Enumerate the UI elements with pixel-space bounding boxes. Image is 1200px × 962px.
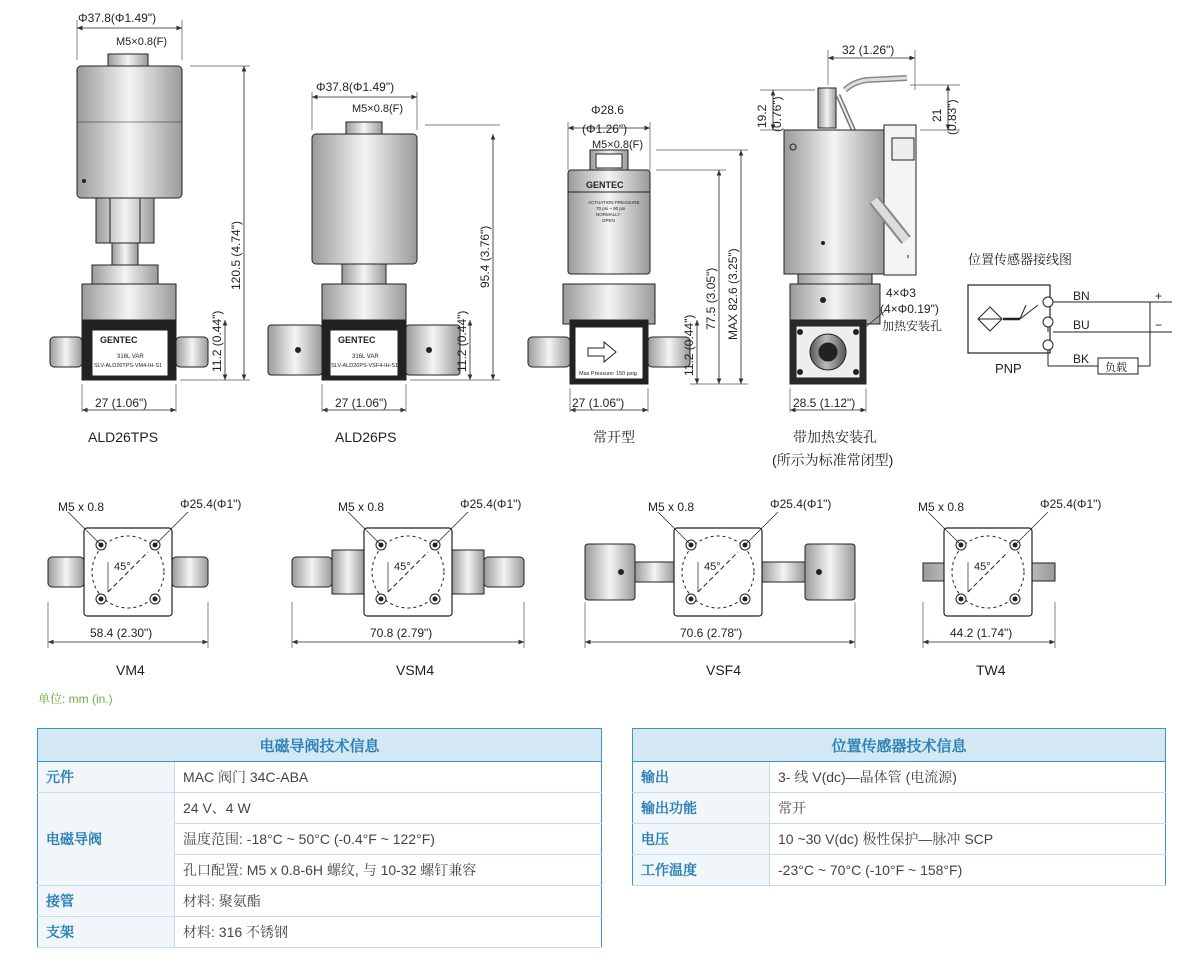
table-row	[38, 917, 602, 948]
no-thread: M5×0.8(F)	[592, 139, 644, 151]
wiring-title: 位置传感器接线图	[968, 252, 1073, 267]
row-value: 10 ~30 V(dc) 极性保护—脉冲 SCP	[770, 824, 1166, 855]
row-value: 材料: 316 不锈钢	[175, 917, 602, 948]
wiring-bk: BK	[1073, 352, 1090, 366]
unit-note: 单位: mm (in.)	[38, 692, 113, 706]
no-act3: NORMALLY	[596, 212, 621, 217]
heat-name2: (所示为标准常闭型)	[772, 452, 894, 468]
no-dia2: (Φ1.26")	[582, 122, 628, 136]
solenoid-spec-table	[37, 728, 602, 948]
no-act4: OPEN	[602, 218, 615, 223]
row-key: 电磁导阀	[38, 793, 175, 886]
diameter-label: Φ25.4(Φ1")	[180, 497, 242, 511]
view-name: VM4	[116, 662, 145, 678]
angle-label: 45°	[974, 561, 991, 573]
heat-right2: (0.83")	[945, 99, 959, 135]
ald26ps-thread: M5×0.8(F)	[352, 103, 404, 115]
angle-label: 45°	[394, 561, 411, 573]
heat-holes2: (4×Φ0.19")	[880, 302, 939, 316]
no-width: 27 (1.06")	[572, 396, 625, 410]
angle-label: 45°	[704, 561, 721, 573]
bottom-view-vsf4	[585, 497, 855, 678]
width-label: 44.2 (1.74")	[950, 626, 1013, 640]
ald26tps-height: 120.5 (4.74")	[229, 221, 243, 290]
table-row	[633, 855, 1166, 886]
heat-left2: (0.76")	[770, 96, 784, 132]
no-brand: GENTEC	[586, 180, 624, 190]
heat-left1: 19.2	[755, 104, 769, 128]
bottom-view-tw4	[918, 497, 1101, 678]
row-value: 温度范围: -18°C ~ 50°C (-0.4°F ~ 122°F)	[175, 824, 602, 855]
view-name: VSM4	[396, 662, 435, 678]
diameter-label: Φ25.4(Φ1")	[770, 497, 832, 511]
row-key: 接管	[38, 886, 175, 917]
thread-label: M5 x 0.8	[338, 500, 385, 514]
ald26tps-name: ALD26TPS	[88, 429, 159, 445]
row-value: -23°C ~ 70°C (-10°F ~ 158°F)	[770, 855, 1166, 886]
wiring-pnp: PNP	[995, 361, 1022, 376]
no-maxp: Max Pressure: 150 psig	[579, 371, 637, 377]
row-key: 工作温度	[633, 855, 770, 886]
bottom-views	[48, 497, 1101, 678]
drawing-heater-mount	[760, 50, 960, 412]
no-name: 常开型	[593, 429, 635, 445]
row-key: 电压	[633, 824, 770, 855]
heat-holes1: 4×Φ3	[886, 286, 916, 300]
wiring-plus: +	[1155, 289, 1163, 303]
table-row	[633, 762, 1166, 793]
ald26tps-body1: 316L VAR	[117, 354, 144, 360]
row-value: 常开	[770, 793, 1166, 824]
no-dia1: Φ28.6	[591, 103, 624, 117]
wiring-minus: −	[1155, 318, 1163, 332]
thread-label: M5 x 0.8	[918, 500, 965, 514]
width-label: 58.4 (2.30")	[90, 626, 153, 640]
wiring-bu: BU	[1073, 318, 1090, 332]
solenoid-table-title: 电磁导阀技术信息	[38, 729, 602, 762]
angle-label: 45°	[114, 561, 131, 573]
ald26ps-width: 27 (1.06")	[335, 396, 388, 410]
view-name: VSF4	[706, 662, 742, 678]
thread-label: M5 x 0.8	[648, 500, 695, 514]
no-port: 11.2 (0.44")	[682, 314, 696, 376]
no-height2: MAX 82.6 (3.25")	[726, 248, 740, 340]
table-row	[38, 762, 602, 793]
heat-right1: 21	[930, 108, 944, 122]
ald26ps-dia: Φ37.8(Φ1.49")	[316, 80, 395, 94]
no-height1: 77.5 (3.05")	[704, 267, 718, 330]
sensor-spec-table	[632, 728, 1166, 886]
ald26tps-brand: GENTEC	[100, 335, 138, 345]
ald26ps-body2: SLV-ALD26PS-VSF4-IH-S1	[331, 363, 399, 369]
no-act1: ACTUATION PRESSURE	[588, 200, 640, 205]
table-row	[38, 793, 602, 824]
row-key: 元件	[38, 762, 175, 793]
row-value: 3- 线 V(dc)—晶体管 (电流源)	[770, 762, 1166, 793]
ald26ps-brand: GENTEC	[338, 335, 376, 345]
no-act2: 70 psi ~ 90 psi	[596, 206, 626, 211]
ald26tps-thread: M5×0.8(F)	[116, 36, 168, 48]
ald26ps-height: 95.4 (3.76")	[478, 225, 492, 288]
wiring-load: 负载	[1105, 362, 1127, 374]
thread-label: M5 x 0.8	[58, 500, 105, 514]
ald26ps-port: 11.2 (0.44")	[455, 310, 469, 372]
table-row	[633, 824, 1166, 855]
row-key: 输出	[633, 762, 770, 793]
heat-name1: 带加热安装孔	[793, 429, 877, 445]
bottom-view-vsm4	[292, 497, 524, 678]
heat-top: 32 (1.26")	[842, 43, 895, 57]
width-label: 70.8 (2.79")	[370, 626, 433, 640]
sensor-table-title: 位置传感器技术信息	[633, 729, 1166, 762]
row-key: 支架	[38, 917, 175, 948]
heat-width: 28.5 (1.12")	[793, 396, 856, 410]
row-value: MAC 阀门 34C-ABA	[175, 762, 602, 793]
ald26tps-dia: Φ37.8(Φ1.49")	[78, 11, 157, 25]
ald26tps-body2: SLV-ALD26TPS-VM4-IH-S1	[94, 363, 163, 369]
row-value: 孔口配置: M5 x 0.8-6H 螺纹, 与 10-32 螺钉兼容	[175, 855, 602, 886]
ald26ps-name: ALD26PS	[335, 429, 397, 445]
diameter-label: Φ25.4(Φ1")	[460, 497, 522, 511]
view-name: TW4	[976, 662, 1006, 678]
table-row	[633, 793, 1166, 824]
row-key: 输出功能	[633, 793, 770, 824]
table-row	[38, 886, 602, 917]
bottom-view-vm4	[48, 497, 241, 678]
diameter-label: Φ25.4(Φ1")	[1040, 497, 1102, 511]
ald26tps-port: 11.2 (0.44")	[210, 310, 224, 372]
width-label: 70.6 (2.78")	[680, 626, 743, 640]
drawing-normally-open	[528, 122, 748, 412]
heat-holes3: 加热安装孔	[882, 319, 943, 333]
ald26tps-width: 27 (1.06")	[95, 396, 148, 410]
row-value: 材料: 聚氨酯	[175, 886, 602, 917]
wiring-bn: BN	[1073, 289, 1090, 303]
ald26ps-body1: 316L VAR	[352, 354, 379, 360]
row-value: 24 V、4 W	[175, 793, 602, 824]
